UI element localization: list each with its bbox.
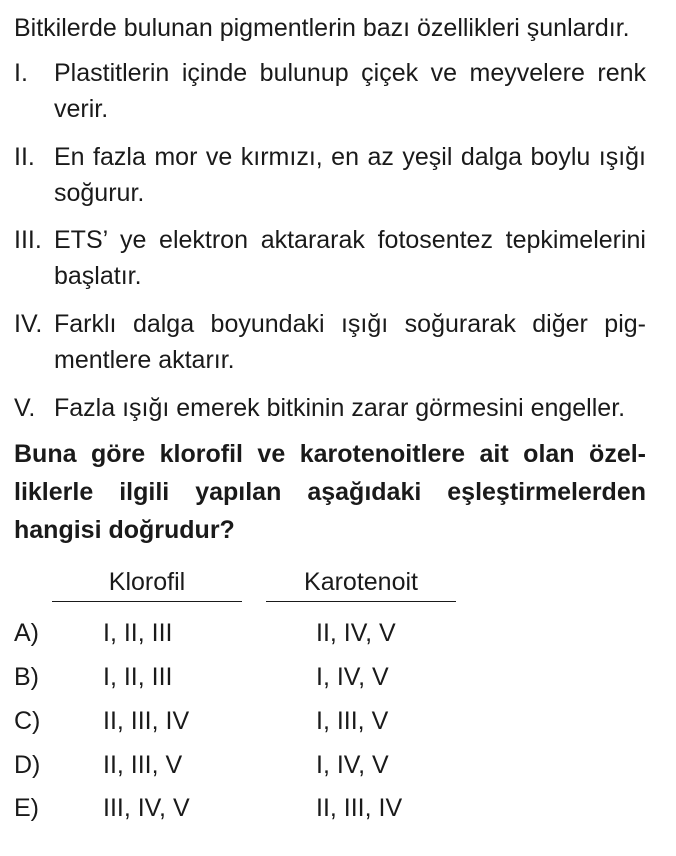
intro-text: Bitkilerde bulunan pigmentlerin bazı özellikleri şunlardır. bbox=[14, 14, 630, 42]
option-klorofil: II, III, IV bbox=[103, 707, 190, 735]
option-klorofil: I, II, III bbox=[103, 619, 173, 647]
option-karotenoit: I, IV, V bbox=[316, 751, 389, 779]
option-klorofil: III, IV, V bbox=[103, 794, 190, 822]
statement-number: I. bbox=[14, 59, 28, 87]
option-klorofil: I, II, III bbox=[103, 663, 173, 691]
option-karotenoit: II, III, IV bbox=[316, 794, 403, 822]
statement-text: ETS’ ye elektron aktararak fotosentez tepkimelerini başlatır. bbox=[54, 226, 646, 290]
question-text: Buna göre klorofil ve karotenoitlere ait olan özel-liklerle ilgili yapılan aşağıdaki eşleştirmelerden hangisi doğrudur? bbox=[14, 440, 646, 544]
option-letter[interactable]: C) bbox=[14, 707, 41, 735]
option-karotenoit: I, IV, V bbox=[316, 663, 389, 691]
statement-text: Farklı dalga boyundaki ışığı soğurarak diğer pig-mentlere aktarır. bbox=[54, 310, 646, 374]
statement-2 bbox=[14, 139, 646, 211]
statement-number: III. bbox=[14, 226, 42, 254]
statement-text: En fazla mor ve kırmızı, en az yeşil dalga boylu ışığı soğurur. bbox=[54, 143, 646, 207]
option-letter[interactable]: D) bbox=[14, 751, 41, 779]
option-letter[interactable]: E) bbox=[14, 794, 39, 822]
statement-text: Fazla ışığı emerek bitkinin zarar görmesini engeller. bbox=[54, 394, 626, 422]
option-karotenoit: I, III, V bbox=[316, 707, 389, 735]
option-letter[interactable]: A) bbox=[14, 619, 39, 647]
option-letter[interactable]: B) bbox=[14, 663, 39, 691]
option-klorofil: II, III, V bbox=[103, 751, 183, 779]
statement-number: IV. bbox=[14, 310, 43, 338]
statement-4 bbox=[14, 306, 646, 378]
statement-text: Plastitlerin içinde bulunup çiçek ve meyvelere renk verir. bbox=[54, 59, 646, 123]
column-underline bbox=[52, 601, 242, 602]
statement-1 bbox=[14, 55, 646, 127]
option-karotenoit: II, IV, V bbox=[316, 619, 396, 647]
column-header-karotenoit: Karotenoit bbox=[304, 568, 418, 596]
statement-3 bbox=[14, 222, 646, 294]
statement-5 bbox=[14, 390, 646, 426]
statement-number: V. bbox=[14, 394, 36, 422]
column-header-klorofil: Klorofil bbox=[108, 568, 186, 596]
statement-number: II. bbox=[14, 143, 35, 171]
column-underline bbox=[266, 601, 456, 602]
